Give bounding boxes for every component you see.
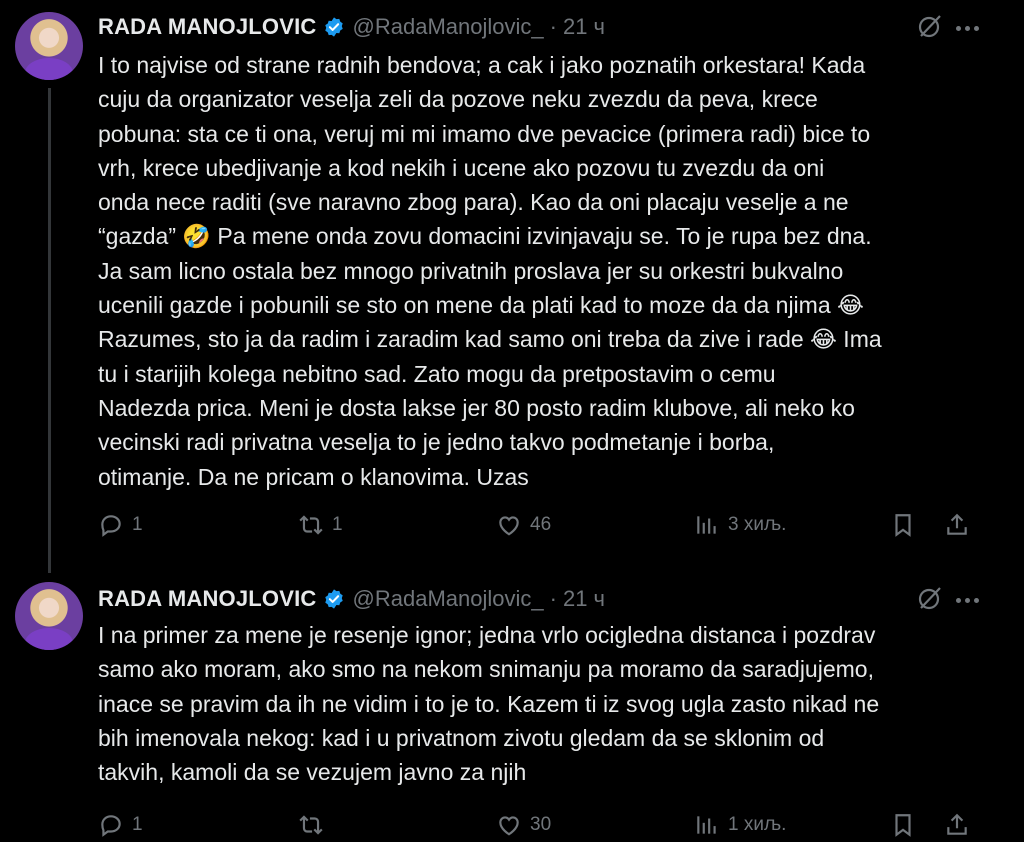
- reply-count: 1: [132, 514, 143, 535]
- bookmark-button[interactable]: [890, 508, 924, 542]
- bookmark-icon: [890, 512, 916, 538]
- grok-icon[interactable]: [916, 12, 944, 40]
- tweet-text: I na primer za mene je resenje ignor; jedna vrlo ocigledna distanca i pozdrav samo ako moram, ako smo na nekom snimanju pa moramo da saradjujemo, inace se pravim da ih ne vidim i to je to. Kazem ti iz svog ugla zasto nikad ne bih imenovala nekog: kad i u privatnom zivotu gledam da se sklonim od takvih, kamoli da se vezujem javno za njih: [98, 622, 880, 786]
- retweet-icon: [298, 812, 324, 838]
- share-button[interactable]: [944, 808, 978, 842]
- thread-connector: [48, 88, 51, 573]
- tweet-actions: [98, 808, 978, 842]
- share-icon: [944, 512, 970, 538]
- like-icon: [496, 512, 522, 538]
- views-icon: [694, 812, 720, 838]
- retweet-button[interactable]: [298, 808, 332, 842]
- retweet-count: 1: [332, 514, 343, 535]
- more-icon[interactable]: [954, 18, 984, 34]
- like-icon: [496, 812, 522, 838]
- tweet[interactable]: [0, 572, 1024, 835]
- more-icon[interactable]: [954, 590, 984, 606]
- views-icon: [694, 512, 720, 538]
- author-name[interactable]: RADA MANOJLOVIC: [98, 586, 317, 611]
- verified-icon: [323, 588, 345, 610]
- like-count: 30: [530, 814, 552, 835]
- like-button[interactable]: [496, 808, 551, 842]
- bookmark-icon: [890, 812, 916, 838]
- reply-icon: [98, 812, 124, 838]
- reply-count: 1: [132, 814, 143, 835]
- separator: ·: [549, 586, 557, 611]
- reply-button[interactable]: [98, 508, 143, 542]
- author-handle[interactable]: @RadaManojlovic_: [352, 14, 544, 39]
- retweet-button[interactable]: [298, 508, 343, 542]
- timestamp[interactable]: 21 ч: [562, 14, 605, 39]
- views-button[interactable]: [694, 808, 786, 842]
- view-count: 3 хиљ.: [728, 514, 787, 535]
- views-button[interactable]: [694, 508, 786, 542]
- separator: ·: [549, 14, 557, 39]
- tweet-header: [98, 582, 605, 616]
- retweet-icon: [298, 512, 324, 538]
- author-name[interactable]: RADA MANOJLOVIC: [98, 14, 317, 39]
- timestamp[interactable]: 21 ч: [562, 586, 605, 611]
- share-button[interactable]: [944, 508, 978, 542]
- reply-button[interactable]: [98, 808, 143, 842]
- bookmark-button[interactable]: [890, 808, 924, 842]
- view-count: 1 хиљ.: [728, 814, 787, 835]
- like-count: 46: [530, 514, 552, 535]
- author-handle[interactable]: @RadaManojlovic_: [352, 586, 544, 611]
- like-button[interactable]: [496, 508, 551, 542]
- grok-icon[interactable]: [916, 584, 944, 612]
- share-icon: [944, 812, 970, 838]
- tweet-actions: [98, 508, 978, 542]
- avatar[interactable]: [15, 12, 83, 80]
- tweet-header: [98, 10, 605, 44]
- tweet-text: I to najvise od strane radnih bendova; a cak i jako poznatih orkestara! Kada cuju da organizator veselja zeli da pozove neku zvezdu da peva, krece pobuna: sta ce ti ona, veruj mi mi imamo dve pevacice (primera radi) bice to vrh, krece ubedjivanje a kod nekih i ucene ako pozovu tu zvezdu da oni onda nece raditi (sve naravno zbog para). Kao da oni placaju veselje a ne “gazda” 🤣 Pa mene onda zovu domacini izvinjavaju se. To je rupa bez dna. Ja sam licno ostala bez mnogo privatnih proslava jer su orkestri bukvalno ucenili gazde i pobunili se sto on mene da plati kad to moze da da njima 😂 Razumes, sto ja da radim i zaradim kad samo oni treba da zive i rade 😂 Ima tu i starijih kolega nebitno sad. Zato mogu da pretpostavim o cemu Nadezda prica. Meni je dosta lakse jer 80 posto radim klubove, ali neko ko vecinski radi privatna veselja to je jedno takvo podmetanje i borba, otimanje. Da ne pricam o klanovima. Uzas: [98, 52, 882, 490]
- reply-icon: [98, 512, 124, 538]
- verified-icon: [323, 16, 345, 38]
- avatar[interactable]: [15, 582, 83, 650]
